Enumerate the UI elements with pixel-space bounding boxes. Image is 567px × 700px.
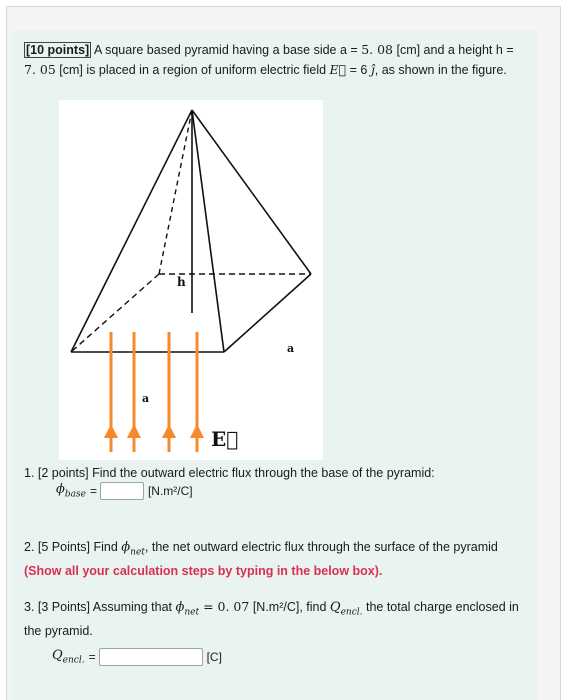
pyramid-figure xyxy=(59,100,323,460)
field-arrows xyxy=(104,332,204,452)
phi-subscript: net xyxy=(130,547,145,558)
points-badge: [10 points] xyxy=(26,43,90,57)
label-E: E⃗ xyxy=(211,427,239,451)
q-subscript: encl. xyxy=(62,655,85,666)
phi-subscript: net xyxy=(184,607,200,618)
question-intro xyxy=(24,40,529,80)
answer-row-3 xyxy=(52,648,222,666)
question-3-prefix: 3. [3 Points] Assuming that xyxy=(24,600,176,614)
question-2-suffix: , the net outward electric flux through the surface of the pyramid xyxy=(144,540,498,554)
equals-sign: = xyxy=(89,484,97,498)
answer-row-1 xyxy=(56,482,193,500)
hidden-edge xyxy=(71,274,159,352)
phi-net-symbol xyxy=(121,540,145,558)
question-2-prefix: 2. [5 Points] Find xyxy=(24,540,122,554)
flux-base-input[interactable] xyxy=(100,482,144,500)
question-3-suffix: the total charge enclosed in the pyramid. xyxy=(24,600,519,638)
phi-base-symbol xyxy=(56,482,86,500)
phi-symbol: ϕ xyxy=(56,482,65,498)
charge-input[interactable] xyxy=(99,648,203,666)
field-arrow-head xyxy=(104,424,118,438)
height-value: 7. 05 xyxy=(24,62,56,77)
field-arrow-head xyxy=(127,424,141,438)
question-3 xyxy=(24,598,529,640)
question-2 xyxy=(24,538,529,580)
field-arrow-head xyxy=(190,424,204,438)
label-a-left: a xyxy=(142,392,150,405)
base-unit: [cm] and a height h = xyxy=(393,43,514,57)
phi-net-value: = 0. 07 xyxy=(199,599,250,614)
field-arrow-head xyxy=(162,424,176,438)
pyramid-edge xyxy=(224,274,311,352)
pyramid-edge xyxy=(71,110,192,352)
question-3-unit: [N.m²/C], find xyxy=(249,600,330,614)
q-symbol: Q xyxy=(52,648,63,664)
question-2-instruction: (Show all your calculation steps by typing in the below box). xyxy=(24,563,383,578)
intro-text-3: , as shown in the figure. xyxy=(374,63,507,77)
charge-unit: [C] xyxy=(206,650,222,664)
hidden-edge xyxy=(159,110,192,274)
phi-net-symbol xyxy=(175,600,200,618)
q-encl-symbol xyxy=(329,600,363,618)
intro-text-1: A square based pyramid having a base side a = xyxy=(91,43,362,57)
phi-symbol: ϕ xyxy=(121,540,131,555)
flux-base-unit: [N.m²/C] xyxy=(147,484,193,498)
question-panel xyxy=(12,30,537,700)
q-subscript: encl. xyxy=(340,607,363,618)
phi-subscript: base xyxy=(64,489,86,500)
phi-symbol: ϕ xyxy=(175,600,185,615)
q-encl-answer-symbol xyxy=(52,648,85,666)
base-value: 5. 08 xyxy=(361,42,393,57)
field-value: = 6 xyxy=(346,63,371,77)
field-direction: ĵ xyxy=(370,62,375,77)
equals-sign: = xyxy=(88,650,96,664)
field-symbol: E⃗ xyxy=(329,62,347,77)
label-h: h xyxy=(177,275,186,289)
pyramid-diagram xyxy=(59,100,323,460)
question-1-text: 1. [2 points] Find the outward electric flux through the base of the pyramid: xyxy=(24,466,435,480)
intro-text-2: [cm] is placed in a region of uniform electric field xyxy=(55,63,330,77)
label-a-right: a xyxy=(287,342,295,355)
q-symbol: Q xyxy=(329,600,341,615)
question-1 xyxy=(24,464,529,482)
